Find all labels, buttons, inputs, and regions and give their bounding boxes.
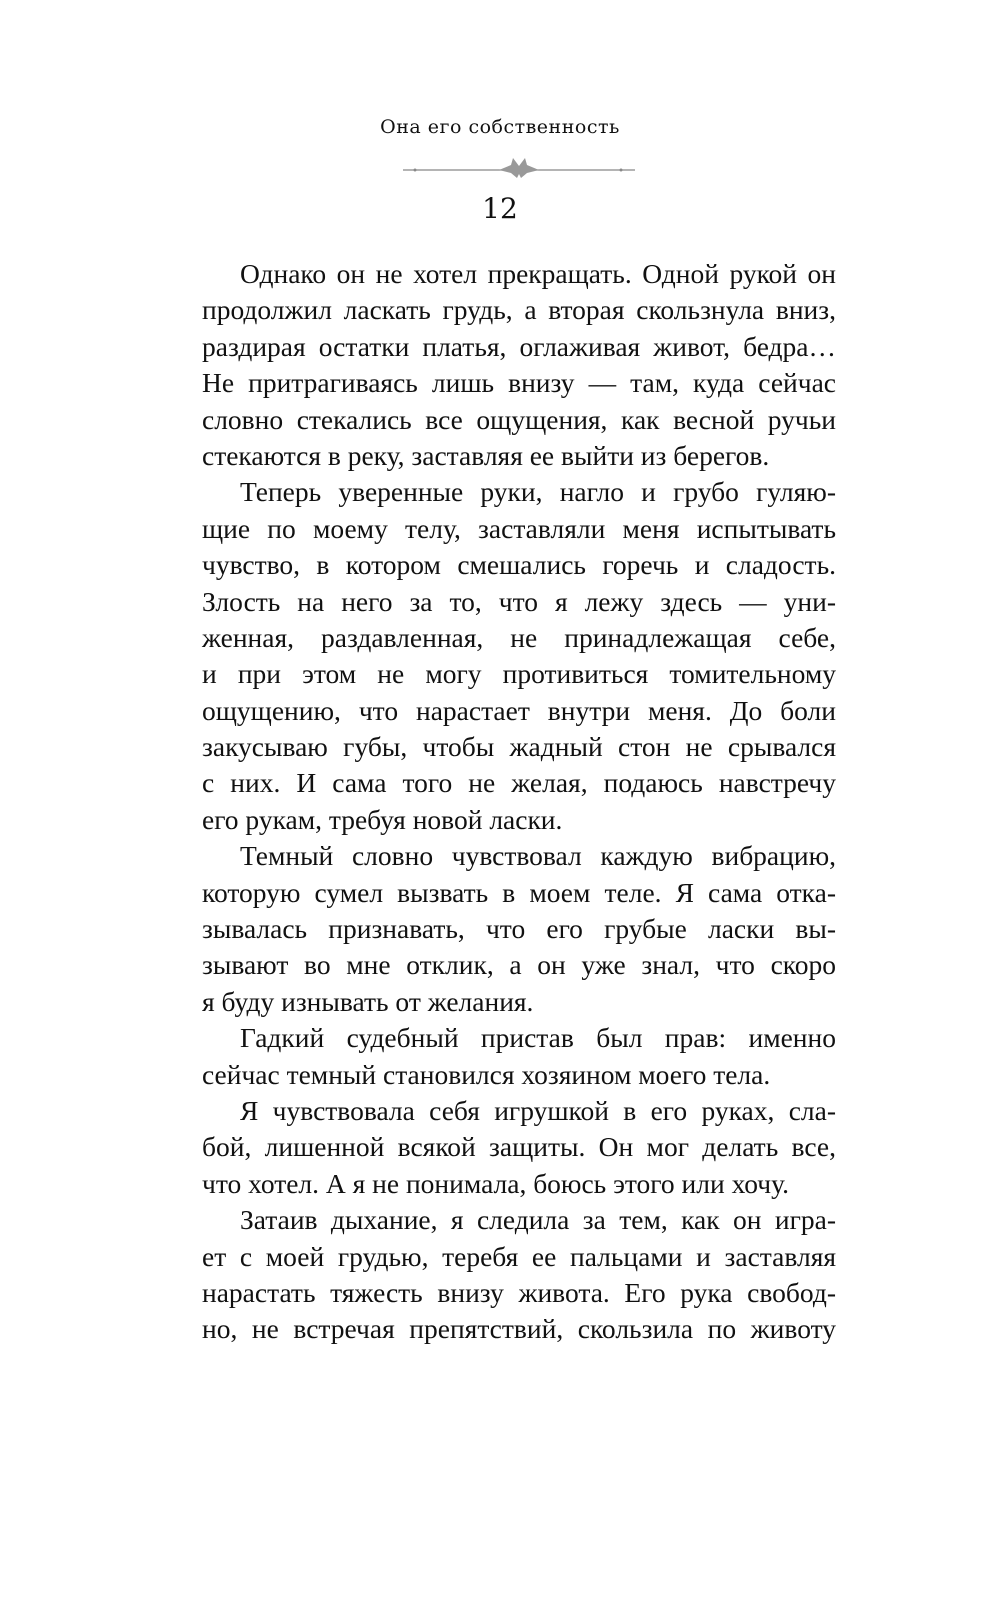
text-line: Теперь уверенные руки, нагло и грубо гуляю- — [240, 476, 836, 508]
text-line: Злость на него за то, что я лежу здесь — уни- — [202, 585, 836, 617]
text-line: чувство, в котором смешались горечь и сладость. — [202, 549, 836, 581]
text-line: Однако он не хотел прекращать. Одной рукой он — [240, 258, 836, 289]
text-line: его рукам, требуя новой ласки. — [202, 803, 563, 835]
text-line: продолжил ласкать грудь, а вторая скользнула вниз, — [202, 294, 836, 326]
body-text — [202, 256, 836, 1348]
text-line: зывают во мне отклик, а он уже знал, что скоро — [202, 949, 836, 981]
text-line: что хотел. А я не понимала, боюсь этого или хочу. — [202, 1167, 790, 1199]
page-number: 12 — [482, 192, 518, 225]
text-line: женная, раздавленная, не принадлежащая себе, — [202, 621, 836, 653]
text-line: раздирая остатки платья, оглаживая живот, бедра… — [202, 330, 836, 362]
text-line: которую сумел вызвать в моем теле. Я сама отка- — [202, 876, 836, 908]
text-line: стекаются в реку, заставляя ее выйти из берегов. — [202, 439, 770, 471]
text-line: но, не встречая препятствий, скользила по животу — [202, 1313, 836, 1345]
running-title: Она его собственность — [380, 116, 620, 138]
text-line: щие по моему телу, заставляли меня испытывать — [202, 512, 836, 544]
text-line: бой, лишенной всякой защиты. Он мог делать все, — [202, 1131, 836, 1163]
text-line: ет с моей грудью, теребя ее пальцами и заставляя — [202, 1240, 836, 1272]
text-line: нарастать тяжесть внизу живота. Его рука свобод- — [202, 1276, 836, 1308]
ornament-divider-icon — [403, 156, 635, 182]
text-line: закусываю губы, чтобы жадный стон не срывался — [202, 731, 836, 763]
text-line: Затаив дыхание, я следила за тем, как он игра- — [240, 1204, 836, 1236]
text-line: Не притрагиваясь лишь внизу — там, куда сейчас — [202, 367, 836, 399]
text-line: зывалась признавать, что его грубые ласки вы- — [202, 913, 836, 945]
text-line: с них. И сама того не желая, подаюсь навстречу — [202, 767, 836, 799]
text-line: ощущению, что нарастает внутри меня. До боли — [202, 694, 836, 726]
text-line: Гадкий судебный пристав был прав: именно — [240, 1022, 836, 1054]
text-line: я буду изнывать от желания. — [202, 985, 534, 1017]
text-line: Я чувствовала себя игрушкой в его руках, сла- — [240, 1094, 836, 1126]
text-line: словно стекались все ощущения, как весной ручьи — [202, 403, 836, 435]
text-line: Темный словно чувствовал каждую вибрацию, — [240, 840, 836, 872]
text-line: и при этом не могу противиться томительному — [202, 658, 836, 690]
text-line: сейчас темный становился хозяином моего тела. — [202, 1058, 771, 1090]
